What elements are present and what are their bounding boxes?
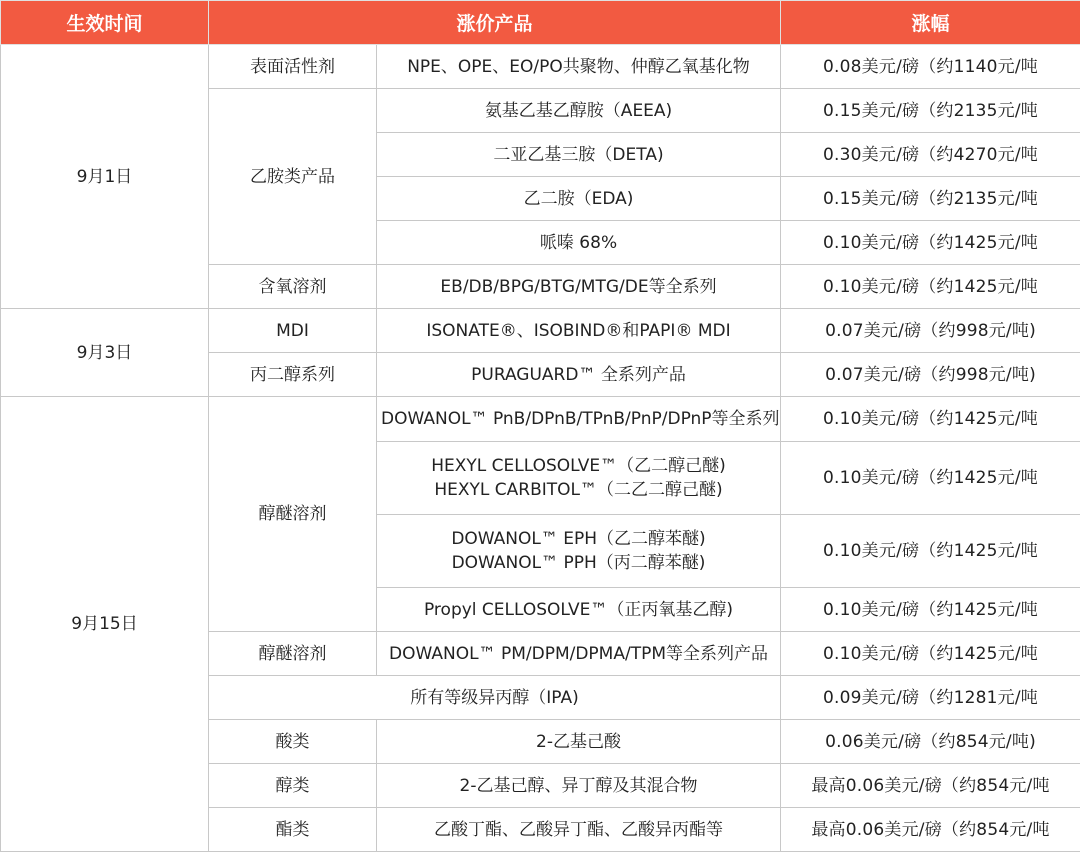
category-cell: 酸类 — [209, 720, 377, 764]
product-cell: 氨基乙基乙醇胺（AEEA) — [377, 89, 781, 133]
table-row — [1, 309, 1080, 353]
effective-date-cell: 9月3日 — [1, 309, 209, 397]
header-increase: 涨幅 — [781, 1, 1080, 45]
category-cell: 丙二醇系列 — [209, 353, 377, 397]
category-cell: 醇醚溶剂 — [209, 632, 377, 676]
header-product: 涨价产品 — [209, 1, 781, 45]
category-cell: MDI — [209, 309, 377, 353]
increase-cell: 0.06美元/磅（约854元/吨) — [781, 720, 1080, 764]
product-line: HEXYL CELLOSOLVE™（乙二醇己醚) — [381, 454, 776, 478]
increase-cell: 0.15美元/磅（约2135元/吨 — [781, 89, 1080, 133]
increase-cell: 0.09美元/磅（约1281元/吨 — [781, 676, 1080, 720]
increase-cell: 0.08美元/磅（约1140元/吨 — [781, 45, 1080, 89]
product-cell: ISONATE®、ISOBIND®和PAPI® MDI — [377, 309, 781, 353]
increase-cell: 0.10美元/磅（约1425元/吨 — [781, 265, 1080, 309]
header-effective-date: 生效时间 — [1, 1, 209, 45]
category-cell: 酯类 — [209, 808, 377, 852]
category-cell: 表面活性剂 — [209, 45, 377, 89]
increase-cell: 0.10美元/磅（约1425元/吨 — [781, 397, 1080, 442]
increase-cell: 0.10美元/磅（约1425元/吨 — [781, 588, 1080, 632]
product-cell: 乙酸丁酯、乙酸异丁酯、乙酸异丙酯等 — [377, 808, 781, 852]
increase-cell: 0.10美元/磅（约1425元/吨 — [781, 442, 1080, 515]
table-row — [1, 45, 1080, 89]
category-cell: 醇类 — [209, 764, 377, 808]
table-header-row — [1, 1, 1080, 45]
product-cell: NPE、OPE、EO/PO共聚物、仲醇乙氧基化物 — [377, 45, 781, 89]
product-line: DOWANOL™ EPH（乙二醇苯醚) — [381, 527, 776, 551]
product-cell: 2-乙基己醇、异丁醇及其混合物 — [377, 764, 781, 808]
product-cell: 2-乙基己酸 — [377, 720, 781, 764]
category-cell: 醇醚溶剂 — [209, 397, 377, 632]
effective-date-cell: 9月15日 — [1, 397, 209, 852]
increase-cell: 最高0.06美元/磅（约854元/吨 — [781, 764, 1080, 808]
increase-cell: 0.07美元/磅（约998元/吨) — [781, 309, 1080, 353]
product-cell: 所有等级异丙醇（IPA) — [209, 676, 781, 720]
increase-cell: 0.10美元/磅（约1425元/吨 — [781, 632, 1080, 676]
product-cell: Propyl CELLOSOLVE™（正丙氧基乙醇) — [377, 588, 781, 632]
effective-date-cell: 9月1日 — [1, 45, 209, 309]
increase-cell: 0.30美元/磅（约4270元/吨 — [781, 133, 1080, 177]
product-cell: 乙二胺（EDA) — [377, 177, 781, 221]
product-line: HEXYL CARBITOL™（二乙二醇己醚) — [381, 478, 776, 502]
product-cell: DOWANOL™ PM/DPM/DPMA/TPM等全系列产品 — [377, 632, 781, 676]
product-cell: 二亚乙基三胺（DETA) — [377, 133, 781, 177]
increase-cell: 最高0.06美元/磅（约854元/吨 — [781, 808, 1080, 852]
increase-cell: 0.10美元/磅（约1425元/吨 — [781, 515, 1080, 588]
product-cell: EB/DB/BPG/BTG/MTG/DE等全系列 — [377, 265, 781, 309]
table-row — [1, 397, 1080, 442]
increase-cell: 0.10美元/磅（约1425元/吨 — [781, 221, 1080, 265]
increase-cell: 0.15美元/磅（约2135元/吨 — [781, 177, 1080, 221]
product-cell — [377, 515, 781, 588]
product-cell: PURAGUARD™ 全系列产品 — [377, 353, 781, 397]
category-cell: 乙胺类产品 — [209, 89, 377, 265]
product-cell — [377, 442, 781, 515]
category-cell: 含氧溶剂 — [209, 265, 377, 309]
increase-cell: 0.07美元/磅（约998元/吨) — [781, 353, 1080, 397]
product-line: DOWANOL™ PPH（丙二醇苯醚) — [381, 551, 776, 575]
product-cell: 哌嗪 68% — [377, 221, 781, 265]
product-cell: DOWANOL™ PnB/DPnB/TPnB/PnP/DPnP等全系列 — [377, 397, 781, 442]
